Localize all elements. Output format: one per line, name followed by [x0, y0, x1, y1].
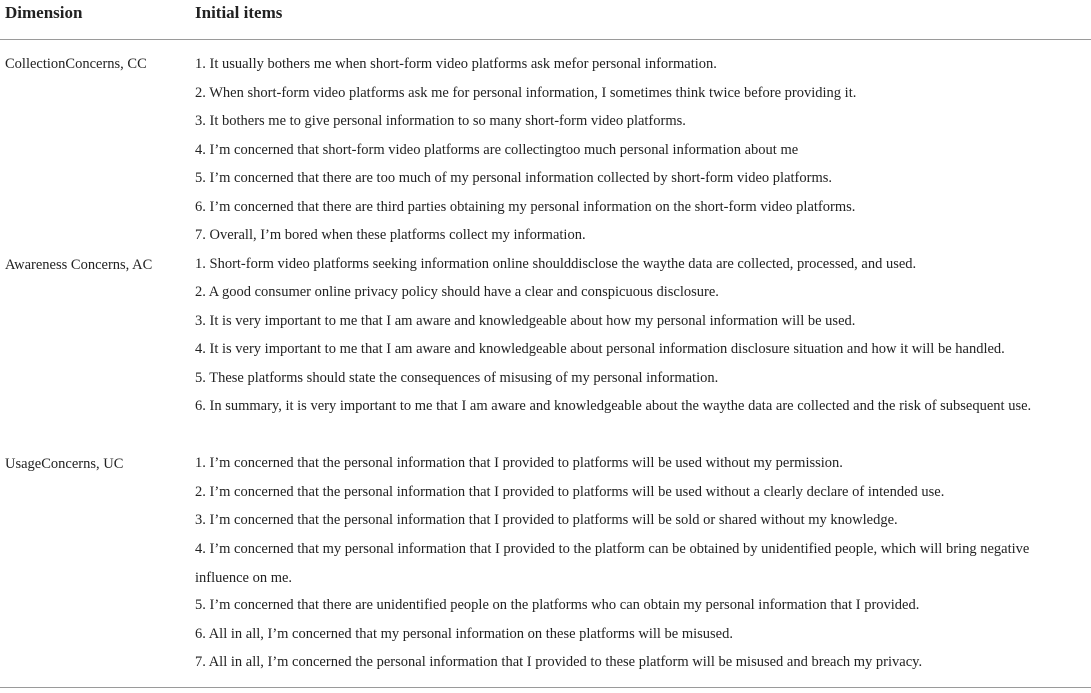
table-row: 6. I’m concerned that there are third parties obtaining my personal information on the short-form video platforms.	[195, 199, 856, 215]
table-row: 6. In summary, it is very important to me that I am aware and knowledgeable about the waythe data are collected and the risk of subsequent use.	[195, 398, 1032, 414]
table-row: 6. All in all, I’m concerned that my personal information on these platforms will be misused.	[195, 626, 733, 642]
table-row: 7. All in all, I’m concerned the personal information that I provided to these platform will be misused and breach my privacy.	[195, 654, 923, 670]
table-row: 5. I’m concerned that there are too much of my personal information collected by short-form video platforms.	[195, 170, 832, 186]
table-header	[0, 0, 1091, 36]
header-dimension: Dimension	[5, 3, 83, 22]
dimension-label-cc: CollectionConcerns, CC	[5, 56, 147, 72]
table-row: 7. Overall, I’m bored when these platforms collect my information.	[195, 227, 586, 243]
table-row: 2. A good consumer online privacy policy should have a clear and conspicuous disclosure.	[195, 284, 719, 300]
table-row: 1. I’m concerned that the personal information that I provided to platforms will be used without my permission.	[195, 455, 843, 471]
table-row: 2. I’m concerned that the personal information that I provided to platforms will be used without a clearly declare of intended use.	[195, 484, 945, 500]
table-row: 2. When short-form video platforms ask me for personal information, I sometimes think twice before providing it.	[195, 85, 857, 101]
table-row: 4. I’m concerned that short-form video platforms are collectingtoo much personal information about me	[195, 142, 799, 158]
header-rule	[0, 39, 1091, 40]
table-bottom-rule	[0, 687, 1091, 688]
table-row: 5. I’m concerned that there are unidentified people on the platforms who can obtain my personal information that I provided.	[195, 597, 920, 613]
table-row: 3. It bothers me to give personal information to so many short-form video platforms.	[195, 113, 686, 129]
table-row: 3. It is very important to me that I am aware and knowledgeable about how my personal information will be used.	[195, 313, 856, 329]
dimension-label-ac: Awareness Concerns, AC	[5, 257, 153, 273]
table-row: 1. Short-form video platforms seeking information online shoulddisclose the waythe data are collected, processed, and used.	[195, 256, 917, 272]
dimension-label-uc: UsageConcerns, UC	[5, 456, 124, 472]
table-row: 1. It usually bothers me when short-form video platforms ask mefor personal information.	[195, 56, 717, 72]
table-row: 4. It is very important to me that I am aware and knowledgeable about personal information disclosure situation and how it will be handled.	[195, 341, 1005, 357]
header-initial-items: Initial items	[195, 3, 283, 22]
table-row: 5. These platforms should state the consequences of misusing of my personal information.	[195, 370, 719, 386]
table-row: 4. I’m concerned that my personal information that I provided to the platform can be obtained by unidentified people, which will bring negative influence on me.	[195, 541, 1030, 586]
table-row: 3. I’m concerned that the personal information that I provided to platforms will be sold or shared without my knowledge.	[195, 512, 898, 528]
